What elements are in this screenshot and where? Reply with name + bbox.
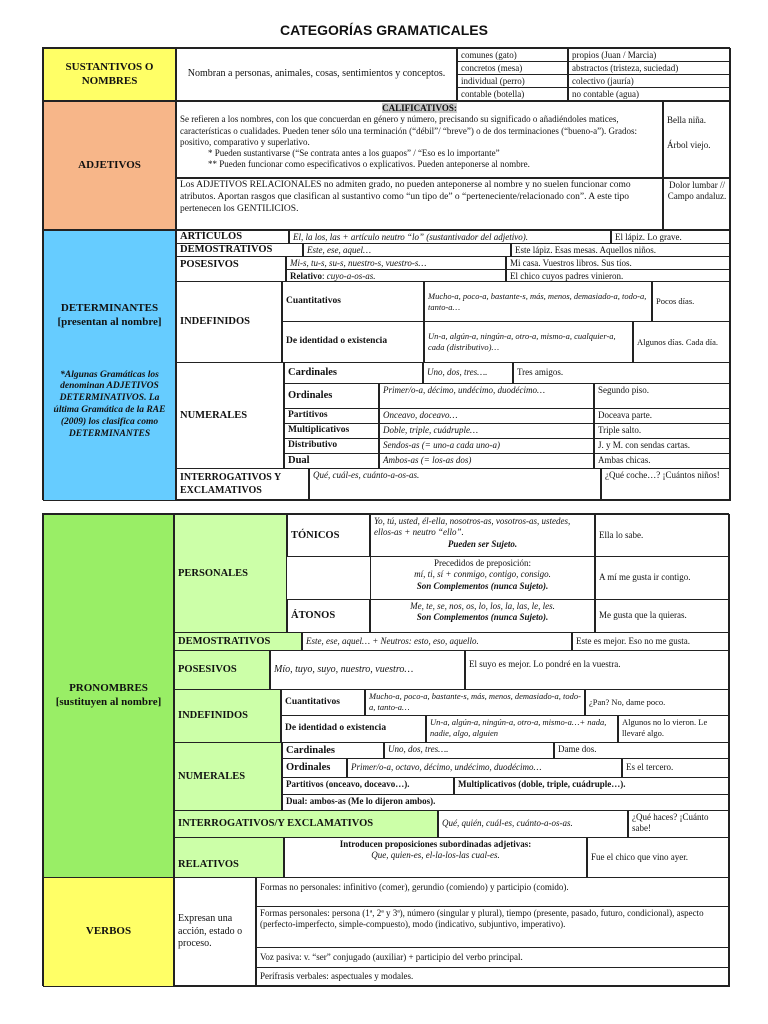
atonos-label: ÁTONOS: [287, 599, 370, 633]
posesivos-example: Mi casa. Vuestros libros. Sus tíos.: [506, 256, 731, 270]
pron-cardinales-example: Dame dos.: [554, 742, 730, 759]
preposicion-note: Son Complementos (nunca Sujeto).: [416, 580, 549, 591]
dual-forms: Ambos-as (= los-as dos): [379, 453, 594, 469]
cuantitativos-example: Pocos días.: [652, 281, 731, 322]
top-sheet: [42, 47, 730, 500]
pronombres-label: PRONOMBRES [sustituyen al nombre]: [43, 514, 174, 878]
calificativos-note-1: * Pueden sustantivarse (“Se contrata antes a los guapos” / “Eso es lo importante”: [208, 148, 500, 158]
preposicion-title: Precedidos de preposición:: [434, 558, 531, 568]
sust-colectivo: colectivo (jauría): [568, 74, 731, 88]
atonos-note: Son Complementos (nunca Sujeto).: [416, 612, 549, 623]
ordinales-label: Ordinales: [284, 383, 379, 409]
sust-contable: contable (botella): [457, 87, 568, 101]
relacionales-example: Dolor lumbar // Campo andaluz.: [663, 178, 731, 230]
sustantivos-desc: Nombran a personas, animales, cosas, sentimientos y conceptos.: [176, 48, 457, 101]
calificativos-example-1: Bella niña.: [667, 115, 706, 125]
relativos-forms: Que, quien-es, el-la-los-las cual-es.: [371, 850, 500, 861]
tonicos-label: TÓNICOS: [287, 514, 370, 557]
identidad-example: Algunos días. Cada día.: [633, 321, 731, 363]
identidad-forms: Un-a, algún-a, ningún-a, otro-a, mismo-a, cualquier-a, cada (distributivo)…: [424, 321, 633, 363]
relativo-det-example: El chico cuyos padres vinieron.: [506, 269, 731, 282]
partitivos-example: Doceava parte.: [594, 408, 731, 424]
demostrativos-label: DEMOSTRATIVOS: [176, 243, 303, 257]
pron-multiplicativos: Multiplicativos (doble, triple, cuádruple…).: [454, 777, 730, 795]
relativo-det-forms: cuyo-a-os-as.: [326, 271, 376, 281]
pron-interrogativos-example: ¿Qué haces? ¡Cuánto sabe!: [628, 810, 730, 838]
posesivos-forms: Mi-s, tu-s, su-s, nuestro-s, vuestro-s…: [286, 256, 506, 270]
multiplicativos-example: Triple salto.: [594, 423, 731, 439]
tonicos-note: Pueden ser Sujeto.: [447, 538, 518, 549]
articulos-forms: El, la los, las + artículo neutro “lo” (sustantivador del adjetivo).: [289, 230, 611, 244]
cardinales-label: Cardinales: [284, 362, 423, 384]
dual-example: Ambas chicas.: [594, 453, 731, 469]
sust-comunes: comunes (gato): [457, 48, 568, 62]
multiplicativos-forms: Doble, triple, cuádruple…: [379, 423, 594, 439]
pron-ordinales-forms: Primer/o-a, octavo, décimo, undécimo, duodécimo…: [347, 758, 622, 778]
pron-demostrativos-label: DEMOSTRATIVOS: [174, 632, 302, 651]
cuantitativos-label: Cuantitativos: [282, 281, 424, 322]
articulos-example: El lápiz. Lo grave.: [611, 230, 731, 244]
partitivos-label: Partitivos: [284, 408, 379, 424]
distributivo-label: Distributivo: [284, 438, 379, 454]
verbos-voz-pasiva: Voz pasiva: v. “ser” conjugado (auxiliar) + participio del verbo principal.: [256, 947, 730, 968]
distributivo-example: J. y M. con sendas cartas.: [594, 438, 731, 454]
sust-individual: individual (perro): [457, 74, 568, 88]
relativo-det-label: Relativo: [290, 271, 322, 281]
demostrativos-example: Este lápiz. Esas mesas. Aquellos niños.: [511, 243, 731, 257]
multiplicativos-label: Multiplicativos: [284, 423, 379, 439]
verbos-no-personales: Formas no personales: infinitivo (comer), gerundio (comiendo) y participio (comido).: [256, 877, 730, 907]
calificativos-title: CALIFICATIVOS:: [382, 103, 457, 113]
pron-dual: Dual: ambos-as (Me lo dijeron ambos).: [282, 794, 730, 811]
bottom-sheet: [42, 513, 729, 986]
pron-identidad-forms: Un-a, algún-a, ningún-a, otro-a, mismo-a…+ nada, nadie, algo, alguien: [426, 715, 618, 743]
calificativos-example-2: Árbol viejo.: [667, 140, 711, 151]
cuantitativos-forms: Mucho-a, poco-a, bastante-s, más, menos, demasiado-a, todo-a, tanto-a…: [424, 281, 652, 322]
distributivo-forms: Sendos-as (= uno-a cada uno-a): [379, 438, 594, 454]
determinantes-label: DETERMINANTES [presentan al nombre]: [57, 302, 162, 328]
tonicos-forms-text: Yo, tú, usted, él-ella, nosotros-as, vosotros-as, ustedes, ellos-as + neutro “ello”.: [374, 516, 571, 538]
pron-ordinales-example: Es el tercero.: [622, 758, 730, 778]
pron-posesivos-forms: Mío, tuyo, suyo, nuestro, vuestro…: [270, 650, 465, 690]
sustantivos-label: SUSTANTIVOS O NOMBRES: [43, 48, 176, 101]
pron-cuantitativos-example: ¿Pan? No, dame poco.: [585, 689, 730, 716]
indefinidos-label: INDEFINIDOS: [176, 281, 282, 363]
ordinales-forms: Primer/o-a, décimo, undécimo, duodécimo…: [379, 383, 594, 409]
identidad-label: De identidad o existencia: [282, 321, 424, 363]
ordinales-example: Segundo piso.: [594, 383, 731, 409]
det-interrogativos-forms: Qué, cuál-es, cuánto-a-os-as.: [309, 468, 601, 501]
numerales-label: NUMERALES: [176, 362, 284, 469]
sust-no-contable: no contable (agua): [568, 87, 731, 101]
relativos-label: RELATIVOS: [174, 837, 284, 878]
verbos-perifrasis: Perífrasis verbales: aspectuales y modales.: [256, 967, 730, 987]
calificativos-text: Se refieren a los nombres, con los que concuerdan en género y número, precisando su significado o añadiéndoles matices, características o cualidades. Pueden tener sólo una terminación (“débil”/ “breve”) o de dos terminaciones (“bueno-a”). Grados: positivo, comparativo y superlativo.: [180, 114, 638, 147]
tonicos-forms: [370, 514, 595, 557]
pron-cardinales-label: Cardinales: [282, 742, 384, 759]
pron-indefinidos-label: INDEFINIDOS: [174, 689, 281, 743]
relativos-title: Introducen proposiciones subordinadas adjetivas:: [339, 839, 532, 849]
pron-interrogativos-label: INTERROGATIVOS/Y EXCLAMATIVOS: [174, 810, 438, 838]
det-interrogativos-example: ¿Qué coche…? ¡Cuántos niños!: [601, 468, 731, 501]
verbos-personales: Formas personales: persona (1ª, 2ª y 3ª), número (singular y plural), tiempo (presente, pasado, futuro, condicional), aspecto (perfecto-imperfecto, simple-compuesto), modo (indicativo, subjuntivo, imperativo).: [256, 906, 730, 948]
pron-cardinales-forms: Uno, dos, tres….: [384, 742, 554, 759]
pron-posesivos-example: El suyo es mejor. Lo pondré en la vuestra.: [465, 650, 730, 690]
relacionales-text: Los ADJETIVOS RELACIONALES no admiten grado, no pueden anteponerse al nombre y no suelen funcionar como atributos. Aportan rasgos que clasifican al sustantivo como “un tipo de” o “perteneciente/relacionado con”. A este tipo pertenecen los GENTILICIOS.: [176, 178, 663, 230]
preposicion-example: A mí me gusta ir contigo.: [595, 556, 730, 600]
calificativos-examples: [663, 101, 731, 178]
relativo-det: Relativo: cuyo-a-os-as.: [286, 269, 506, 282]
page-title: CATEGORÍAS GRAMATICALES: [280, 22, 488, 38]
relativos-example: Fue el chico que vino ayer.: [587, 837, 730, 878]
pron-identidad-label: De identidad o existencia: [281, 715, 426, 743]
pron-demostrativos-example: Este es mejor. Eso no me gusta.: [572, 632, 730, 651]
adjetivos-label: ADJETIVOS: [43, 101, 176, 230]
posesivos-label: POSESIVOS: [176, 256, 286, 282]
pron-ordinales-label: Ordinales: [282, 758, 347, 778]
determinantes-category: [43, 230, 176, 501]
articulos-label: ARTÍCULOS: [176, 230, 289, 244]
sust-propios: propios (Juan / Marcia): [568, 48, 731, 62]
preposicion-forms: mí, ti, sí + conmigo, contigo, consigo.: [414, 569, 551, 580]
verbos-label: VERBOS: [43, 877, 174, 987]
pron-numerales-label: NUMERALES: [174, 742, 282, 811]
pron-identidad-example: Algunos no lo vieron. Le llevaré algo.: [618, 715, 730, 743]
verbos-desc: Expresan una acción, estado o proceso.: [174, 877, 256, 987]
cardinales-forms: Uno, dos, tres….: [423, 362, 513, 384]
dual-label: Dual: [284, 453, 379, 469]
determinantes-note: *Algunas Gramáticas los denominan ADJETIVOS DETERMINATIVOS. La última Gramática de la RAE (2009) los clasifica como DETERMINANTES: [53, 369, 166, 439]
calificativos-note-2: ** Pueden funcionar como especificativos o explicativos. Pueden anteponerse al nombre.: [208, 159, 530, 170]
pron-partitivos: Partitivos (onceavo, doceavo…).: [282, 777, 454, 795]
atonos-example: Me gusta que la quieras.: [595, 599, 730, 633]
tonicos-example: Ella lo sabe.: [595, 514, 730, 557]
calificativos-block: [176, 101, 663, 178]
demostrativos-forms: Este, ese, aquel…: [303, 243, 511, 257]
relativos-block: [284, 837, 587, 878]
sust-abstractos: abstractos (tristeza, suciedad): [568, 61, 731, 75]
pron-interrogativos-forms: Qué, quién, cuál-es, cuánto-a-os-as.: [438, 810, 628, 838]
atonos-forms-text: Me, te, se, nos, os, lo, los, la, las, le, les.: [410, 601, 555, 611]
preposicion-block: [370, 556, 595, 600]
pron-posesivos-label: POSESIVOS: [174, 650, 270, 690]
cardinales-example: Tres amigos.: [513, 362, 731, 384]
partitivos-forms: Onceavo, doceavo…: [379, 408, 594, 424]
sust-concretos: concretos (mesa): [457, 61, 568, 75]
det-interrogativos-label: INTERROGATIVOS Y EXCLAMATIVOS: [176, 468, 309, 501]
pron-cuantitativos-forms: Mucho-a, poco-a, bastante-s, más, menos, demasiado-a, todo-a, tanto-a…: [365, 689, 585, 716]
pron-cuantitativos-label: Cuantitativos: [281, 689, 365, 716]
pron-demostrativos-forms: Este, ese, aquel… + Neutros: esto, eso, aquello.: [302, 632, 572, 651]
atonos-forms: [370, 599, 595, 633]
personales-label: PERSONALES: [174, 514, 287, 633]
